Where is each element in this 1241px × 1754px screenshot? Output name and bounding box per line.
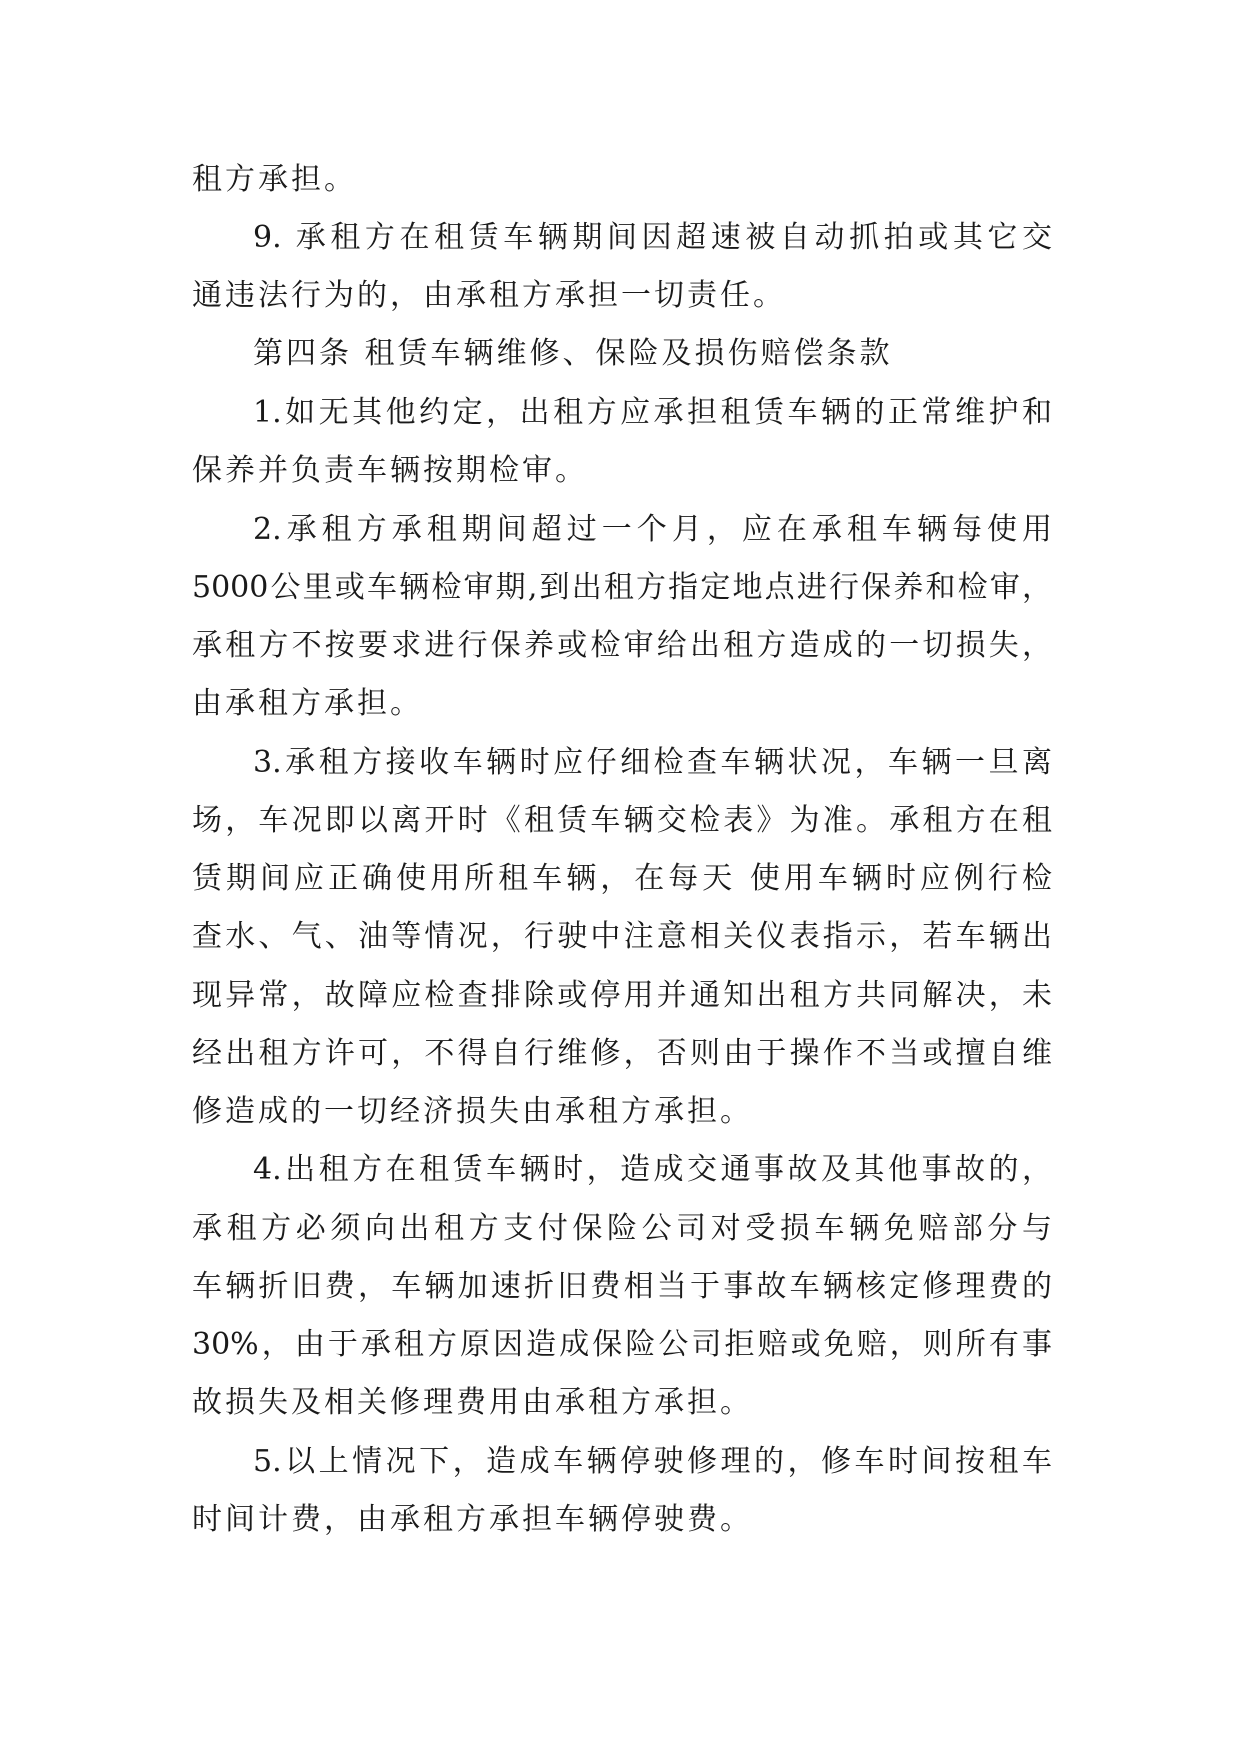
text-line: 5.以上情况下，造成车辆停驶修理的，修车时间按租车 bbox=[253, 1444, 1052, 1479]
text-line: 保养并负责车辆按期检审。 bbox=[192, 453, 588, 488]
text-line: 修造成的一切经济损失由承租方承担。 bbox=[192, 1094, 753, 1129]
text-line: 1.如无其他约定，出租方应承担租赁车辆的正常维护和 bbox=[253, 395, 1052, 430]
text-line: 2.承租方承租期间超过一个月，应在承租车辆每使用 bbox=[253, 512, 1052, 547]
text-line: 经出租方许可，不得自行维修，否则由于操作不当或擅自维 bbox=[192, 1036, 1052, 1071]
text-line: 由承租方承担。 bbox=[192, 686, 423, 721]
text-line: 30%，由于承租方原因造成保险公司拒赔或免赔，则所有事 bbox=[192, 1327, 1052, 1362]
text-line: 5000公里或车辆检审期,到出租方指定地点进行保养和检审， bbox=[192, 570, 1052, 605]
text-line: 时间计费，由承租方承担车辆停驶费。 bbox=[192, 1502, 753, 1537]
text-line: 现异常，故障应检查排除或停用并通知出租方共同解决，未 bbox=[192, 978, 1052, 1013]
section-heading: 第四条 租赁车辆维修、保险及损伤赔偿条款 bbox=[253, 336, 893, 371]
text-line: 场，车况即以离开时《租赁车辆交检表》为准。承租方在租 bbox=[192, 803, 1052, 838]
text-line: 3.承租方接收车辆时应仔细检查车辆状况，车辆一旦离 bbox=[253, 745, 1052, 780]
text-line: 4.出租方在租赁车辆时，造成交通事故及其他事故的， bbox=[253, 1152, 1052, 1187]
text-line: 赁期间应正确使用所租车辆，在每天 使用车辆时应例行检 bbox=[192, 861, 1052, 896]
text-line: 查水、气、油等情况，行驶中注意相关仪表指示，若车辆出 bbox=[192, 919, 1052, 954]
text-line: 故损失及相关修理费用由承租方承担。 bbox=[192, 1385, 753, 1420]
text-line: 车辆折旧费，车辆加速折旧费相当于事故车辆核定修理费的 bbox=[192, 1269, 1052, 1304]
text-line: 承租方必须向出租方支付保险公司对受损车辆免赔部分与 bbox=[192, 1211, 1052, 1246]
text-line: 9. 承租方在租赁车辆期间因超速被自动抓拍或其它交 bbox=[253, 220, 1052, 255]
text-line: 承租方不按要求进行保养或检审给出租方造成的一切损失， bbox=[192, 628, 1052, 663]
text-line: 通违法行为的，由承租方承担一切责任。 bbox=[192, 278, 786, 313]
text-line: 租方承担。 bbox=[192, 162, 357, 197]
